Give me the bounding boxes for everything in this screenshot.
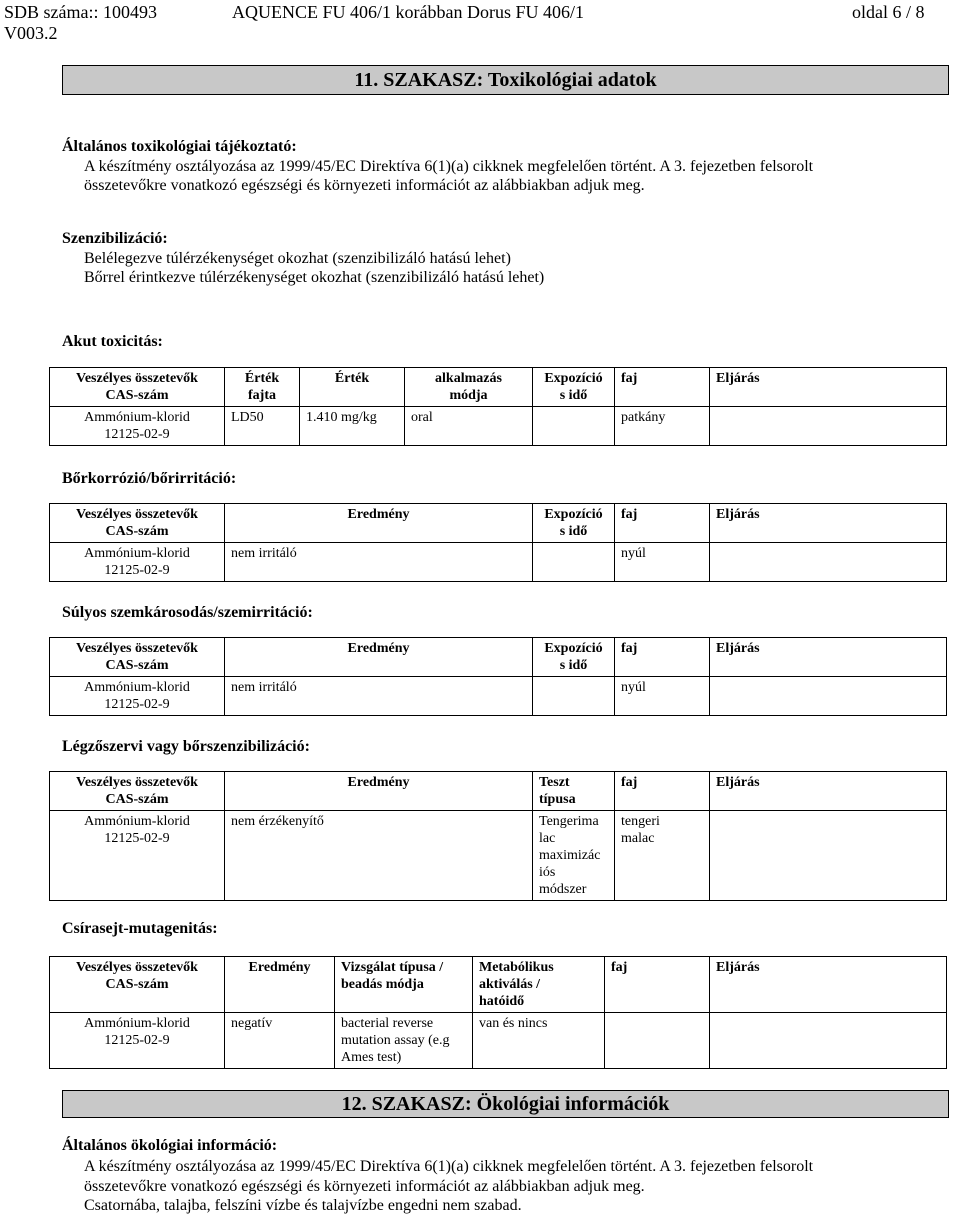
general-eco-heading: Általános ökológiai információ: — [62, 1137, 278, 1154]
col-species: faj — [621, 641, 638, 656]
col-metabolic: Metabólikus — [479, 960, 554, 975]
test-type-line: iós — [539, 865, 556, 880]
version: V003.2 — [4, 23, 58, 43]
study-line: bacterial reverse — [341, 1016, 434, 1031]
component-name: Ammónium-klorid — [84, 680, 190, 695]
col-metabolic-2: aktiválás / — [479, 977, 541, 992]
col-cas: CAS-szám — [105, 388, 169, 403]
general-tox-line1: A készítmény osztályozása az 1999/45/EC Direktíva 6(1)(a) cikknek megfelelően történt. A 3. fejezetben felsorolt — [84, 158, 814, 175]
col-result: Eredmény — [347, 507, 410, 522]
study-line: mutation assay (e.g — [341, 1033, 450, 1048]
species-2: malac — [621, 831, 655, 846]
test-type-line: maximizác — [539, 848, 601, 863]
component-name: Ammónium-klorid — [84, 410, 190, 425]
table-row — [50, 811, 947, 901]
metabolic: van és nincs — [479, 1016, 548, 1031]
col-cas: CAS-szám — [105, 977, 169, 992]
sensitization-line1: Belélegezve túlérzékenységet okozhat (szenzibilizáló hatású lehet) — [84, 250, 511, 267]
col-test-type: Teszt — [539, 775, 570, 790]
col-exposure-2: s idő — [559, 388, 588, 403]
value: 1.410 mg/kg — [306, 410, 377, 425]
col-cas: CAS-szám — [105, 658, 169, 673]
section-12-title: 12. SZAKASZ: Ökológiai információk — [62, 1090, 949, 1118]
table-header-row — [50, 368, 947, 407]
col-components: Veszélyes összetevők — [76, 775, 198, 790]
species: tengeri — [621, 814, 660, 829]
col-components: Veszélyes összetevők — [76, 507, 198, 522]
species: nyúl — [621, 680, 646, 695]
test-type-line: módszer — [539, 882, 587, 897]
skin-heading: Bőrkorrózió/bőrirritáció: — [62, 470, 237, 487]
component-cas: 12125-02-9 — [104, 563, 170, 578]
table-header-row — [50, 638, 947, 677]
col-metabolic-3: hatóidő — [479, 994, 525, 1009]
sensitization-line2: Bőrrel érintkezve túlérzékenységet okozhat (szenzibilizáló hatású lehet) — [84, 269, 545, 286]
species: patkány — [621, 410, 666, 425]
page-number: oldal 6 / 8 — [852, 2, 925, 22]
col-method: Eljárás — [716, 641, 760, 656]
component-name: Ammónium-klorid — [84, 814, 190, 829]
sensitization-heading: Szenzibilizáció: — [62, 230, 168, 247]
col-test-type-2: típusa — [539, 792, 576, 807]
col-exposure-2: s idő — [559, 658, 588, 673]
col-species: faj — [621, 371, 638, 386]
general-tox-heading: Általános toxikológiai tájékoztató: — [62, 138, 297, 155]
general-eco-line2: összetevőkre vonatkozó egészségi és környezeti információt az alábbiakban adjuk meg. — [84, 1178, 645, 1195]
col-exposure-2: s idő — [559, 524, 588, 539]
table-row — [50, 1013, 947, 1069]
muta-heading: Csírasejt-mutagenitás: — [62, 920, 218, 937]
component-cas: 12125-02-9 — [104, 697, 170, 712]
col-result: Eredmény — [347, 775, 410, 790]
col-cas: CAS-szám — [105, 792, 169, 807]
component-name: Ammónium-klorid — [84, 546, 190, 561]
sdb-number: SDB száma:: 100493 — [4, 2, 157, 22]
col-method: Eljárás — [716, 507, 760, 522]
col-result: Eredmény — [248, 960, 311, 975]
section-11-title: 11. SZAKASZ: Toxikológiai adatok — [62, 65, 949, 95]
skin-table — [49, 503, 947, 582]
col-route-2: módja — [449, 388, 488, 403]
col-method: Eljárás — [716, 371, 760, 386]
col-study-type-2: beadás módja — [341, 977, 424, 992]
product-name: AQUENCE FU 406/1 korábban Dorus FU 406/1 — [232, 2, 584, 22]
table-row — [50, 407, 947, 446]
component-cas: 12125-02-9 — [104, 831, 170, 846]
eye-table — [49, 637, 947, 716]
result: negatív — [231, 1016, 273, 1031]
col-value-type-2: fajta — [248, 388, 276, 403]
col-species: faj — [611, 960, 628, 975]
study-line: Ames test) — [341, 1050, 402, 1065]
acute-tox-table — [49, 367, 947, 446]
component-cas: 12125-02-9 — [104, 427, 170, 442]
result: nem érzékenyítő — [231, 814, 324, 829]
col-exposure: Expozíció — [544, 641, 603, 656]
col-exposure: Expozíció — [544, 371, 603, 386]
col-method: Eljárás — [716, 960, 760, 975]
value-type: LD50 — [231, 410, 264, 425]
table-header-row — [50, 772, 947, 811]
table-row — [50, 677, 947, 716]
col-value-type: Érték — [244, 371, 280, 386]
table-header-row — [50, 957, 947, 1013]
muta-table — [49, 956, 947, 1069]
col-components: Veszélyes összetevők — [76, 960, 198, 975]
col-value: Érték — [334, 371, 370, 386]
general-tox-line2: összetevőkre vonatkozó egészségi és környezeti információt az alábbiakban adjuk meg. — [84, 177, 645, 194]
result: nem irritáló — [231, 546, 297, 561]
component-name: Ammónium-klorid — [84, 1016, 190, 1031]
col-components: Veszélyes összetevők — [76, 641, 198, 656]
col-cas: CAS-szám — [105, 524, 169, 539]
eye-heading: Súlyos szemkárosodás/szemirritáció: — [62, 604, 313, 621]
col-species: faj — [621, 775, 638, 790]
general-eco-line3: Csatornába, talajba, felszíni vízbe és talajvízbe engedni nem szabad. — [84, 1197, 522, 1214]
col-route: alkalmazás — [435, 371, 502, 386]
acute-tox-heading: Akut toxicitás: — [62, 333, 163, 350]
col-method: Eljárás — [716, 775, 760, 790]
resp-heading: Légzőszervi vagy bőrszenzibilizáció: — [62, 738, 310, 755]
species: nyúl — [621, 546, 646, 561]
table-row — [50, 543, 947, 582]
test-type-line: Tengerima — [539, 814, 599, 829]
result: nem irritáló — [231, 680, 297, 695]
table-header-row — [50, 504, 947, 543]
col-exposure: Expozíció — [544, 507, 603, 522]
resp-table — [49, 771, 947, 901]
route: oral — [411, 410, 433, 425]
col-components: Veszélyes összetevők — [76, 371, 198, 386]
col-result: Eredmény — [347, 641, 410, 656]
col-species: faj — [621, 507, 638, 522]
col-study-type: Vizsgálat típusa / — [341, 960, 444, 975]
component-cas: 12125-02-9 — [104, 1033, 170, 1048]
test-type-line: lac — [539, 831, 556, 846]
general-eco-line1: A készítmény osztályozása az 1999/45/EC Direktíva 6(1)(a) cikknek megfelelően történt. A 3. fejezetben felsorolt — [84, 1158, 814, 1175]
